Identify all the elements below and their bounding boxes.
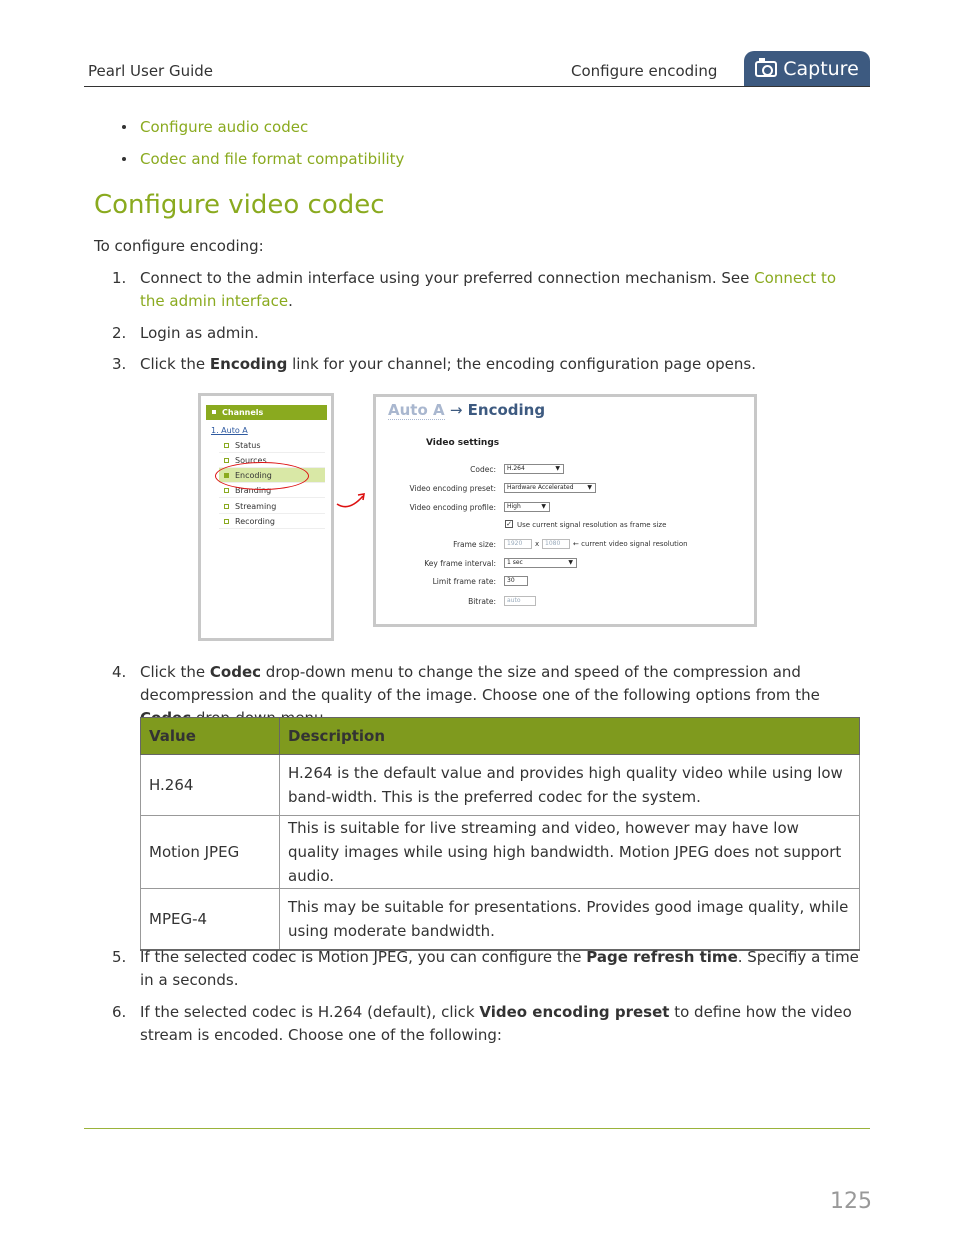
step-text: drop-down menu to change the size and speed of the compression and decompression and the quality of the image. Choose one of the following options from the [140, 663, 820, 704]
page-number: 125 [830, 1189, 872, 1214]
codec-label: Codec: [470, 465, 496, 474]
preset-select: Hardware Accelerated ▼ [504, 483, 596, 493]
menu-encoding: Encoding [219, 468, 325, 483]
limit-input: 30 [504, 576, 528, 586]
header-guide-title: Pearl User Guide [88, 62, 214, 80]
channels-header: Channels [206, 405, 327, 420]
encoding-settings-screenshot [373, 394, 757, 627]
menu-branding: Branding [219, 483, 325, 498]
frame-width-input: 1920 [504, 539, 532, 549]
step-bold: Page refresh time [586, 948, 738, 966]
preset-label: Video encoding preset: [409, 484, 496, 493]
step-text: . [288, 292, 293, 310]
step-bold: Video encoding preset [479, 1003, 670, 1021]
checkbox-checked-icon: ✓ [506, 520, 512, 528]
bitrate-label: Bitrate: [468, 597, 496, 606]
red-arrow-icon [335, 490, 369, 514]
table-header-row [141, 718, 860, 755]
step-text: Click the [140, 355, 210, 373]
link-configure-audio-codec[interactable]: Configure audio codec [140, 118, 309, 136]
step-text: Click the [140, 663, 210, 681]
link-codec-compatibility[interactable]: Codec and file format compatibility [140, 150, 405, 168]
bitrate-input: auto [504, 596, 536, 606]
step-text: to define how the video stream is encoded. Choose one of the following: [140, 1003, 852, 1044]
table-row [141, 755, 860, 816]
keyframe-label: Key frame interval: [424, 559, 496, 568]
table-row [141, 816, 860, 889]
step-text: Login as admin. [140, 324, 259, 342]
footer-rule [84, 1128, 870, 1129]
title-page: Encoding [467, 401, 546, 419]
step-bold: Encoding [209, 355, 288, 373]
step-number: 3. [112, 355, 127, 373]
step-text: If the selected codec is Motion JPEG, you can configure the [140, 948, 587, 966]
intro-text: To configure encoding: [94, 237, 264, 255]
table-header-description: Description [280, 718, 860, 755]
encoding-page-title [388, 401, 545, 419]
step-2 [112, 322, 864, 345]
step-number: 1. [112, 269, 127, 287]
bullet-dot [122, 125, 126, 129]
table-cell-value: Motion JPEG [141, 816, 280, 889]
profile-label: Video encoding profile: [409, 503, 496, 512]
menu-sources: Sources [219, 453, 325, 468]
bullet-item [122, 118, 308, 136]
header-rule [84, 86, 870, 87]
codec-table [140, 717, 860, 951]
keyframe-select: 1 sec ▼ [504, 558, 577, 568]
profile-select: High ▼ [504, 502, 550, 512]
highlight-ring [215, 462, 309, 490]
menu-recording: Recording [219, 514, 325, 529]
capture-tab-label: Capture [783, 58, 859, 80]
frame-x: x [535, 540, 540, 548]
capture-tab [744, 51, 870, 87]
table-row [141, 889, 860, 950]
table-cell-value: MPEG-4 [141, 889, 280, 950]
table-header-value: Value [141, 718, 280, 755]
title-arrow: → [449, 401, 463, 419]
frame-note: ← current video signal resolution [573, 540, 688, 548]
step-number: 4. [112, 663, 127, 681]
bullet-item [122, 150, 404, 168]
video-settings-label: Video settings [426, 438, 500, 448]
checkbox-label: Use current signal resolution as frame size [517, 521, 667, 529]
step-text: link for your channel; the encoding configuration page opens. [287, 355, 757, 373]
table-cell-value: H.264 [141, 755, 280, 816]
table-cell-description: H.264 is the default value and provides high quality video while using low band-width. This is the preferred codec for the system. [280, 755, 860, 816]
step-text: Connect to the admin interface using your preferred connection mechanism. See [140, 269, 755, 287]
step-6 [112, 1001, 864, 1047]
menu-streaming: Streaming [219, 499, 325, 514]
channel-link: 1. Auto A [211, 426, 248, 435]
frame-height-input: 1080 [542, 539, 570, 549]
link-connect-admin[interactable]: Connect to the admin interface [140, 269, 837, 310]
step-5 [112, 946, 864, 992]
table-cell-description: This is suitable for live streaming and video, however may have low quality images while using high bandwidth. Motion JPEG does not support audio. [280, 816, 860, 889]
page-heading: Configure video codec [94, 190, 385, 220]
step-bold: Codec [209, 663, 262, 681]
header-section-title: Configure encoding [571, 62, 718, 80]
channels-panel-screenshot [198, 393, 334, 641]
limit-label: Limit frame rate: [432, 577, 496, 586]
step-3 [112, 353, 864, 376]
title-channel: Auto A [388, 401, 445, 419]
menu-status: Status [219, 438, 325, 453]
step-number: 6. [112, 1003, 127, 1021]
step-text: If the selected codec is H.264 (default), click [140, 1003, 480, 1021]
step-text: . Specifiy a time in a seconds. [140, 948, 859, 989]
bullet-dot [122, 157, 126, 161]
step-number: 2. [112, 324, 127, 342]
frame-size-label: Frame size: [453, 540, 496, 549]
step-1 [112, 267, 864, 313]
camera-icon [755, 61, 777, 77]
table-cell-description: This may be suitable for presentations. Provides good image quality, while using moderate bandwidth. [280, 889, 860, 950]
step-number: 5. [112, 948, 127, 966]
codec-select: H.264 ▼ [504, 464, 564, 474]
